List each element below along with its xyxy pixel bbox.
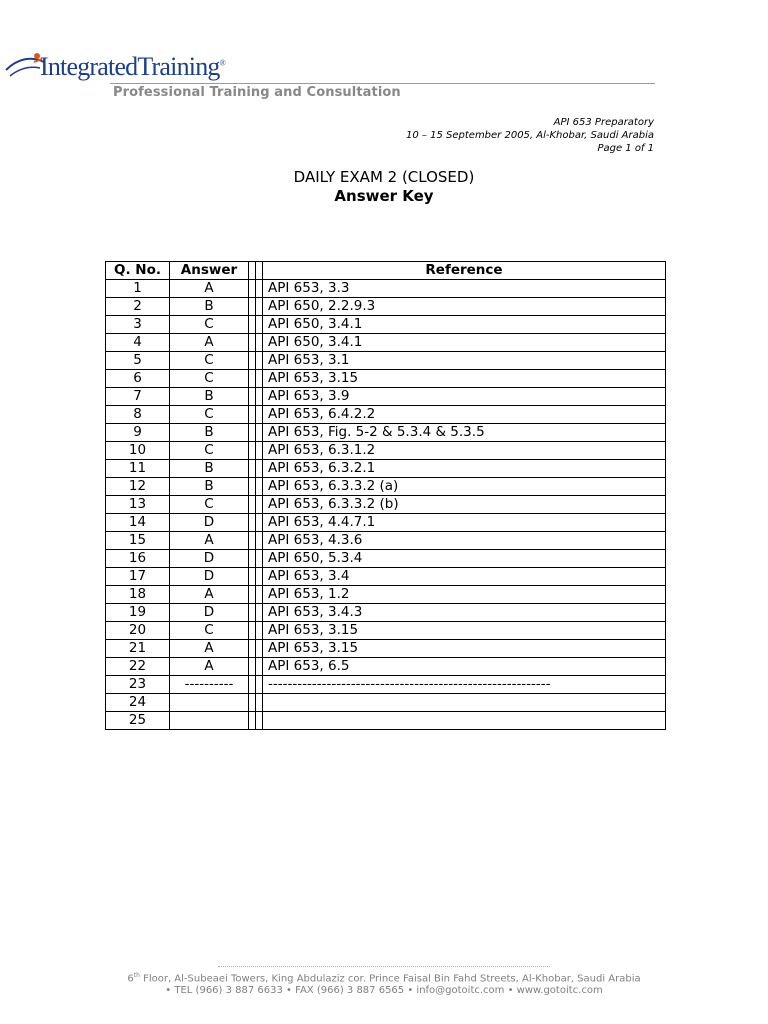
header-divider bbox=[110, 83, 655, 84]
question-number-cell: 7 bbox=[106, 388, 170, 406]
answer-cell: ---------- bbox=[170, 676, 249, 694]
question-number-cell: 12 bbox=[106, 478, 170, 496]
footer-contact: • TEL (966) 3 887 6633 • FAX (966) 3 887 6565 • info@gotoitc.com • www.gotoitc.com bbox=[165, 985, 603, 996]
blank-cell bbox=[256, 460, 263, 478]
blank-column bbox=[249, 262, 256, 280]
reference-cell: API 653, 4.4.7.1 bbox=[263, 514, 666, 532]
answer-cell: B bbox=[170, 388, 249, 406]
blank-cell bbox=[256, 586, 263, 604]
table-row bbox=[106, 406, 666, 424]
table-row bbox=[106, 568, 666, 586]
table-row bbox=[106, 694, 666, 712]
header-qno: Q. No. bbox=[106, 262, 170, 280]
blank-cell bbox=[249, 352, 256, 370]
answer-cell: C bbox=[170, 352, 249, 370]
course-dates: 10 – 15 September 2005, Al-Khobar, Saudi Arabia bbox=[406, 130, 654, 141]
reference-cell bbox=[263, 694, 666, 712]
reference-cell: API 653, 3.3 bbox=[263, 280, 666, 298]
answer-cell: B bbox=[170, 424, 249, 442]
answer-cell: C bbox=[170, 316, 249, 334]
blank-cell bbox=[249, 532, 256, 550]
company-tagline: Professional Training and Consultation bbox=[113, 85, 401, 100]
question-number-cell: 24 bbox=[106, 694, 170, 712]
question-number-cell: 20 bbox=[106, 622, 170, 640]
course-meta bbox=[406, 116, 654, 155]
reference-cell: API 650, 3.4.1 bbox=[263, 334, 666, 352]
reference-cell: API 653, 3.1 bbox=[263, 352, 666, 370]
reference-cell: API 653, 6.3.1.2 bbox=[263, 442, 666, 460]
blank-cell bbox=[256, 334, 263, 352]
question-number-cell: 15 bbox=[106, 532, 170, 550]
answer-cell: B bbox=[170, 298, 249, 316]
question-number-cell: 9 bbox=[106, 424, 170, 442]
question-number-cell: 11 bbox=[106, 460, 170, 478]
reference-cell: API 650, 3.4.1 bbox=[263, 316, 666, 334]
blank-cell bbox=[249, 280, 256, 298]
question-number-cell: 17 bbox=[106, 568, 170, 586]
answer-cell: A bbox=[170, 640, 249, 658]
table-row bbox=[106, 550, 666, 568]
table-row bbox=[106, 622, 666, 640]
table-row bbox=[106, 586, 666, 604]
blank-cell bbox=[256, 532, 263, 550]
question-number-cell: 1 bbox=[106, 280, 170, 298]
answer-cell: D bbox=[170, 568, 249, 586]
table-row bbox=[106, 640, 666, 658]
question-number-cell: 8 bbox=[106, 406, 170, 424]
answer-cell: A bbox=[170, 586, 249, 604]
reference-cell: API 653, 3.4 bbox=[263, 568, 666, 586]
table-row bbox=[106, 388, 666, 406]
reference-cell: API 653, 6.5 bbox=[263, 658, 666, 676]
company-logo-text: IntegratedTraining® bbox=[40, 52, 225, 81]
footer-address: 6th Floor, Al-Subeaei Towers, King Abdulaziz cor. Prince Faisal Bin Fahd Streets, Al-Khobar, Saudi Arabia bbox=[127, 972, 641, 985]
blank-column bbox=[256, 262, 263, 280]
question-number-cell: 19 bbox=[106, 604, 170, 622]
table-row bbox=[106, 280, 666, 298]
answer-cell: A bbox=[170, 334, 249, 352]
blank-cell bbox=[249, 442, 256, 460]
reference-cell: API 653, 6.3.3.2 (b) bbox=[263, 496, 666, 514]
table-row bbox=[106, 334, 666, 352]
table-header-row bbox=[106, 262, 666, 280]
blank-cell bbox=[256, 298, 263, 316]
reference-cell: API 653, 6.3.2.1 bbox=[263, 460, 666, 478]
answer-cell bbox=[170, 694, 249, 712]
question-number-cell: 3 bbox=[106, 316, 170, 334]
blank-cell bbox=[249, 712, 256, 730]
answer-cell: A bbox=[170, 280, 249, 298]
blank-cell bbox=[256, 280, 263, 298]
blank-cell bbox=[256, 694, 263, 712]
blank-cell bbox=[249, 514, 256, 532]
reference-cell: API 650, 5.3.4 bbox=[263, 550, 666, 568]
answer-cell: D bbox=[170, 604, 249, 622]
question-number-cell: 5 bbox=[106, 352, 170, 370]
reference-cell: API 653, Fig. 5-2 & 5.3.4 & 5.3.5 bbox=[263, 424, 666, 442]
blank-cell bbox=[249, 586, 256, 604]
reference-cell: API 650, 2.2.9.3 bbox=[263, 298, 666, 316]
blank-cell bbox=[249, 478, 256, 496]
blank-cell bbox=[249, 316, 256, 334]
header-reference: Reference bbox=[263, 262, 666, 280]
reference-cell: API 653, 3.15 bbox=[263, 622, 666, 640]
reference-cell: API 653, 4.3.6 bbox=[263, 532, 666, 550]
question-number-cell: 10 bbox=[106, 442, 170, 460]
reference-cell: ---------------------------------------------------------- bbox=[263, 676, 666, 694]
table-row bbox=[106, 424, 666, 442]
question-number-cell: 13 bbox=[106, 496, 170, 514]
table-row bbox=[106, 712, 666, 730]
reference-cell: API 653, 3.4.3 bbox=[263, 604, 666, 622]
table-row bbox=[106, 604, 666, 622]
blank-cell bbox=[256, 316, 263, 334]
table-row bbox=[106, 460, 666, 478]
reference-cell bbox=[263, 712, 666, 730]
question-number-cell: 6 bbox=[106, 370, 170, 388]
blank-cell bbox=[256, 658, 263, 676]
table-row bbox=[106, 298, 666, 316]
reference-cell: API 653, 1.2 bbox=[263, 586, 666, 604]
question-number-cell: 25 bbox=[106, 712, 170, 730]
blank-cell bbox=[256, 352, 263, 370]
blank-cell bbox=[256, 514, 263, 532]
reference-cell: API 653, 3.15 bbox=[263, 640, 666, 658]
blank-cell bbox=[256, 370, 263, 388]
blank-cell bbox=[256, 388, 263, 406]
blank-cell bbox=[249, 676, 256, 694]
answer-cell: C bbox=[170, 622, 249, 640]
answer-cell: D bbox=[170, 550, 249, 568]
table-row bbox=[106, 352, 666, 370]
blank-cell bbox=[249, 370, 256, 388]
page-number: Page 1 of 1 bbox=[597, 143, 654, 154]
answer-cell: C bbox=[170, 496, 249, 514]
blank-cell bbox=[249, 424, 256, 442]
blank-cell bbox=[256, 496, 263, 514]
question-number-cell: 22 bbox=[106, 658, 170, 676]
blank-cell bbox=[256, 622, 263, 640]
table-row bbox=[106, 514, 666, 532]
table-row bbox=[106, 532, 666, 550]
reference-cell: API 653, 6.3.3.2 (a) bbox=[263, 478, 666, 496]
answer-cell: C bbox=[170, 370, 249, 388]
answer-key-table bbox=[105, 261, 666, 730]
answer-cell: C bbox=[170, 406, 249, 424]
question-number-cell: 2 bbox=[106, 298, 170, 316]
blank-cell bbox=[256, 568, 263, 586]
course-name: API 653 Preparatory bbox=[553, 117, 654, 128]
answer-cell: C bbox=[170, 442, 249, 460]
question-number-cell: 16 bbox=[106, 550, 170, 568]
blank-cell bbox=[249, 568, 256, 586]
reference-cell: API 653, 3.9 bbox=[263, 388, 666, 406]
table-row bbox=[106, 496, 666, 514]
blank-cell bbox=[249, 604, 256, 622]
blank-cell bbox=[256, 712, 263, 730]
table-row bbox=[106, 316, 666, 334]
blank-cell bbox=[256, 676, 263, 694]
question-number-cell: 21 bbox=[106, 640, 170, 658]
document-title: DAILY EXAM 2 (CLOSED) bbox=[293, 168, 475, 186]
table-row bbox=[106, 478, 666, 496]
blank-cell bbox=[249, 550, 256, 568]
question-number-cell: 4 bbox=[106, 334, 170, 352]
table-row bbox=[106, 370, 666, 388]
table-row bbox=[106, 676, 666, 694]
answer-cell: D bbox=[170, 514, 249, 532]
blank-cell bbox=[256, 442, 263, 460]
question-number-cell: 14 bbox=[106, 514, 170, 532]
answer-cell: A bbox=[170, 658, 249, 676]
question-number-cell: 18 bbox=[106, 586, 170, 604]
blank-cell bbox=[249, 388, 256, 406]
reference-cell: API 653, 3.15 bbox=[263, 370, 666, 388]
document-subtitle: Answer Key bbox=[334, 187, 434, 205]
table-row bbox=[106, 442, 666, 460]
blank-cell bbox=[249, 298, 256, 316]
blank-cell bbox=[256, 640, 263, 658]
reference-cell: API 653, 6.4.2.2 bbox=[263, 406, 666, 424]
blank-cell bbox=[249, 334, 256, 352]
answer-cell: B bbox=[170, 478, 249, 496]
answer-cell bbox=[170, 712, 249, 730]
blank-cell bbox=[256, 604, 263, 622]
blank-cell bbox=[256, 478, 263, 496]
blank-cell bbox=[249, 496, 256, 514]
blank-cell bbox=[249, 694, 256, 712]
blank-cell bbox=[249, 640, 256, 658]
blank-cell bbox=[256, 406, 263, 424]
blank-cell bbox=[256, 424, 263, 442]
answer-cell: B bbox=[170, 460, 249, 478]
question-number-cell: 23 bbox=[106, 676, 170, 694]
footer-divider bbox=[218, 966, 550, 967]
answer-cell: A bbox=[170, 532, 249, 550]
blank-cell bbox=[249, 658, 256, 676]
table-row bbox=[106, 658, 666, 676]
header-answer: Answer bbox=[170, 262, 249, 280]
blank-cell bbox=[249, 406, 256, 424]
blank-cell bbox=[249, 622, 256, 640]
blank-cell bbox=[249, 460, 256, 478]
blank-cell bbox=[256, 550, 263, 568]
